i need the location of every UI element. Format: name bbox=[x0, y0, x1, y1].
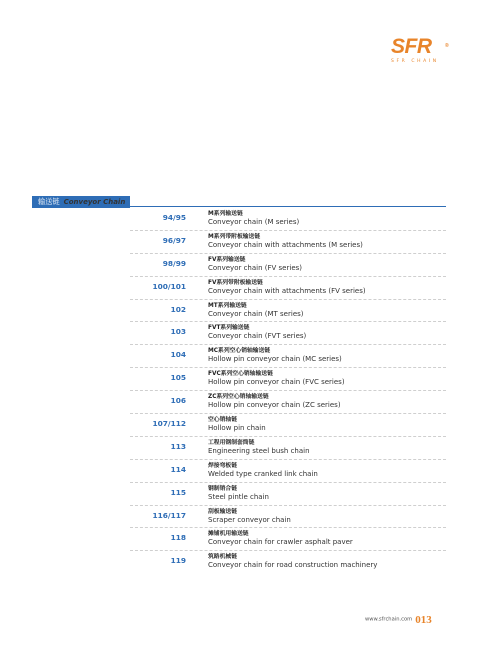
toc-title-cn: 筑路机械链 bbox=[208, 554, 237, 561]
toc-title-cn: 工程用钢制套筒链 bbox=[208, 439, 255, 446]
toc-page-number: 100/101 bbox=[152, 281, 186, 291]
toc-entry[interactable] bbox=[130, 391, 446, 414]
toc-page-number: 107/112 bbox=[152, 419, 186, 429]
logo-text: SFR bbox=[391, 35, 432, 58]
toc-titles bbox=[208, 257, 302, 273]
toc-title-cn: FVC系列空心销轴输送链 bbox=[208, 371, 273, 378]
toc-titles bbox=[208, 554, 377, 570]
toc-title-en: Conveyor chain (M series) bbox=[208, 218, 300, 226]
toc-title-en: Conveyor chain for crawler asphalt paver bbox=[208, 538, 353, 547]
toc-titles bbox=[208, 486, 269, 502]
toc-page-number: 94/95 bbox=[162, 213, 186, 222]
toc-title-cn: 空心销轴链 bbox=[208, 417, 237, 424]
toc-page-number: 105 bbox=[170, 373, 186, 383]
toc-titles bbox=[208, 394, 341, 410]
toc-page-number: 98/99 bbox=[162, 258, 186, 268]
toc-title-en: Engineering steel bush chain bbox=[208, 446, 310, 455]
logo-subtitle: SFR CHAIN bbox=[391, 59, 439, 64]
toc-title-en: Conveyor chain (FVT series) bbox=[208, 332, 307, 341]
section-title-cn: 输送链 bbox=[38, 197, 60, 206]
toc-title-en: Hollow pin conveyor chain (FVC series) bbox=[208, 378, 345, 387]
toc-titles bbox=[208, 463, 318, 479]
toc-title-cn: 摊铺机用输送链 bbox=[208, 531, 249, 538]
toc-entry[interactable] bbox=[130, 345, 446, 368]
toc-title-en: Conveyor chain for road construction machinery bbox=[208, 561, 378, 570]
toc-entry[interactable] bbox=[130, 300, 446, 323]
logo-mark bbox=[391, 36, 451, 57]
toc-title-en: Hollow pin conveyor chain (ZC series) bbox=[208, 401, 341, 410]
toc-entry[interactable] bbox=[130, 414, 446, 437]
toc-title-cn: M系列输送链 bbox=[208, 211, 243, 217]
toc-title-en: Conveyor chain (MT series) bbox=[208, 309, 304, 318]
toc-title-cn: MC系列空心销轴输送链 bbox=[208, 348, 271, 355]
toc-entry[interactable] bbox=[130, 322, 446, 345]
toc-title-en: Hollow pin chain bbox=[208, 424, 266, 433]
page-number: 013 bbox=[415, 613, 432, 626]
toc-entry[interactable] bbox=[130, 277, 446, 300]
toc-title-cn: 焊接弯板链 bbox=[208, 462, 237, 469]
toc-titles bbox=[208, 280, 366, 296]
toc-title-cn: FV系列带附板输送链 bbox=[208, 279, 263, 286]
toc-title-cn: FV系列输送链 bbox=[208, 256, 246, 263]
toc-title-en: Conveyor chain with attachments (FV series) bbox=[208, 286, 366, 295]
toc-entry[interactable] bbox=[130, 368, 446, 391]
toc-title-cn: FVT系列输送链 bbox=[208, 325, 250, 332]
section-label bbox=[32, 196, 130, 208]
toc-titles bbox=[208, 325, 306, 341]
toc-titles bbox=[208, 417, 266, 433]
toc-page-number: 116/117 bbox=[152, 510, 186, 520]
toc-page-number: 119 bbox=[170, 556, 186, 566]
website-url[interactable]: www.sfrchain.com bbox=[365, 616, 413, 623]
toc-page-number: 115 bbox=[170, 487, 186, 497]
toc-entry[interactable] bbox=[130, 460, 446, 483]
toc-page-number: 104 bbox=[170, 350, 186, 360]
toc-entry[interactable] bbox=[130, 506, 446, 529]
toc-page-number: 113 bbox=[170, 441, 186, 451]
toc-entry[interactable] bbox=[130, 437, 446, 460]
toc-page-number: 103 bbox=[170, 327, 186, 337]
toc-page-number: 96/97 bbox=[162, 235, 186, 245]
page-footer bbox=[365, 609, 432, 628]
toc-page-number: 102 bbox=[170, 304, 186, 314]
toc-entry[interactable] bbox=[130, 551, 446, 574]
toc-page-number: 118 bbox=[170, 533, 186, 543]
toc-title-en: Welded type cranked link chain bbox=[208, 469, 318, 478]
registered-mark: ® bbox=[445, 43, 449, 49]
table-of-contents bbox=[130, 208, 446, 574]
toc-title-en: Conveyor chain with attachments (M series) bbox=[208, 240, 363, 249]
toc-titles bbox=[208, 440, 310, 456]
toc-entry[interactable] bbox=[130, 483, 446, 506]
toc-title-cn: M系列带附板输送链 bbox=[208, 233, 261, 240]
toc-title-cn: MT系列输送链 bbox=[208, 302, 247, 309]
section-header bbox=[32, 196, 446, 208]
toc-titles bbox=[208, 303, 304, 319]
toc-entry[interactable] bbox=[130, 254, 446, 277]
toc-title-en: Hollow pin conveyor chain (MC series) bbox=[208, 355, 342, 364]
sfr-logo bbox=[391, 36, 451, 64]
toc-title-en: Conveyor chain (FV series) bbox=[208, 263, 302, 272]
toc-titles bbox=[208, 531, 353, 547]
toc-title-cn: ZC系列空心销轴输送链 bbox=[208, 394, 269, 401]
toc-title-cn: 刮板输送链 bbox=[208, 508, 237, 515]
section-title-en: Conveyor Chain bbox=[63, 198, 126, 206]
toc-entry[interactable] bbox=[130, 231, 446, 254]
toc-entry[interactable] bbox=[130, 208, 446, 231]
toc-title-cn: 钢制销合链 bbox=[208, 485, 237, 492]
toc-page-number: 106 bbox=[170, 396, 186, 406]
toc-titles bbox=[208, 234, 363, 250]
toc-title-en: Steel pintle chain bbox=[208, 492, 269, 501]
section-divider bbox=[130, 206, 446, 207]
toc-page-number: 114 bbox=[170, 464, 186, 474]
toc-titles bbox=[208, 371, 345, 387]
toc-entry[interactable] bbox=[130, 528, 446, 551]
toc-titles bbox=[208, 211, 299, 227]
toc-titles bbox=[208, 348, 342, 364]
toc-titles bbox=[208, 509, 291, 525]
toc-title-en: Scraper conveyor chain bbox=[208, 515, 291, 524]
